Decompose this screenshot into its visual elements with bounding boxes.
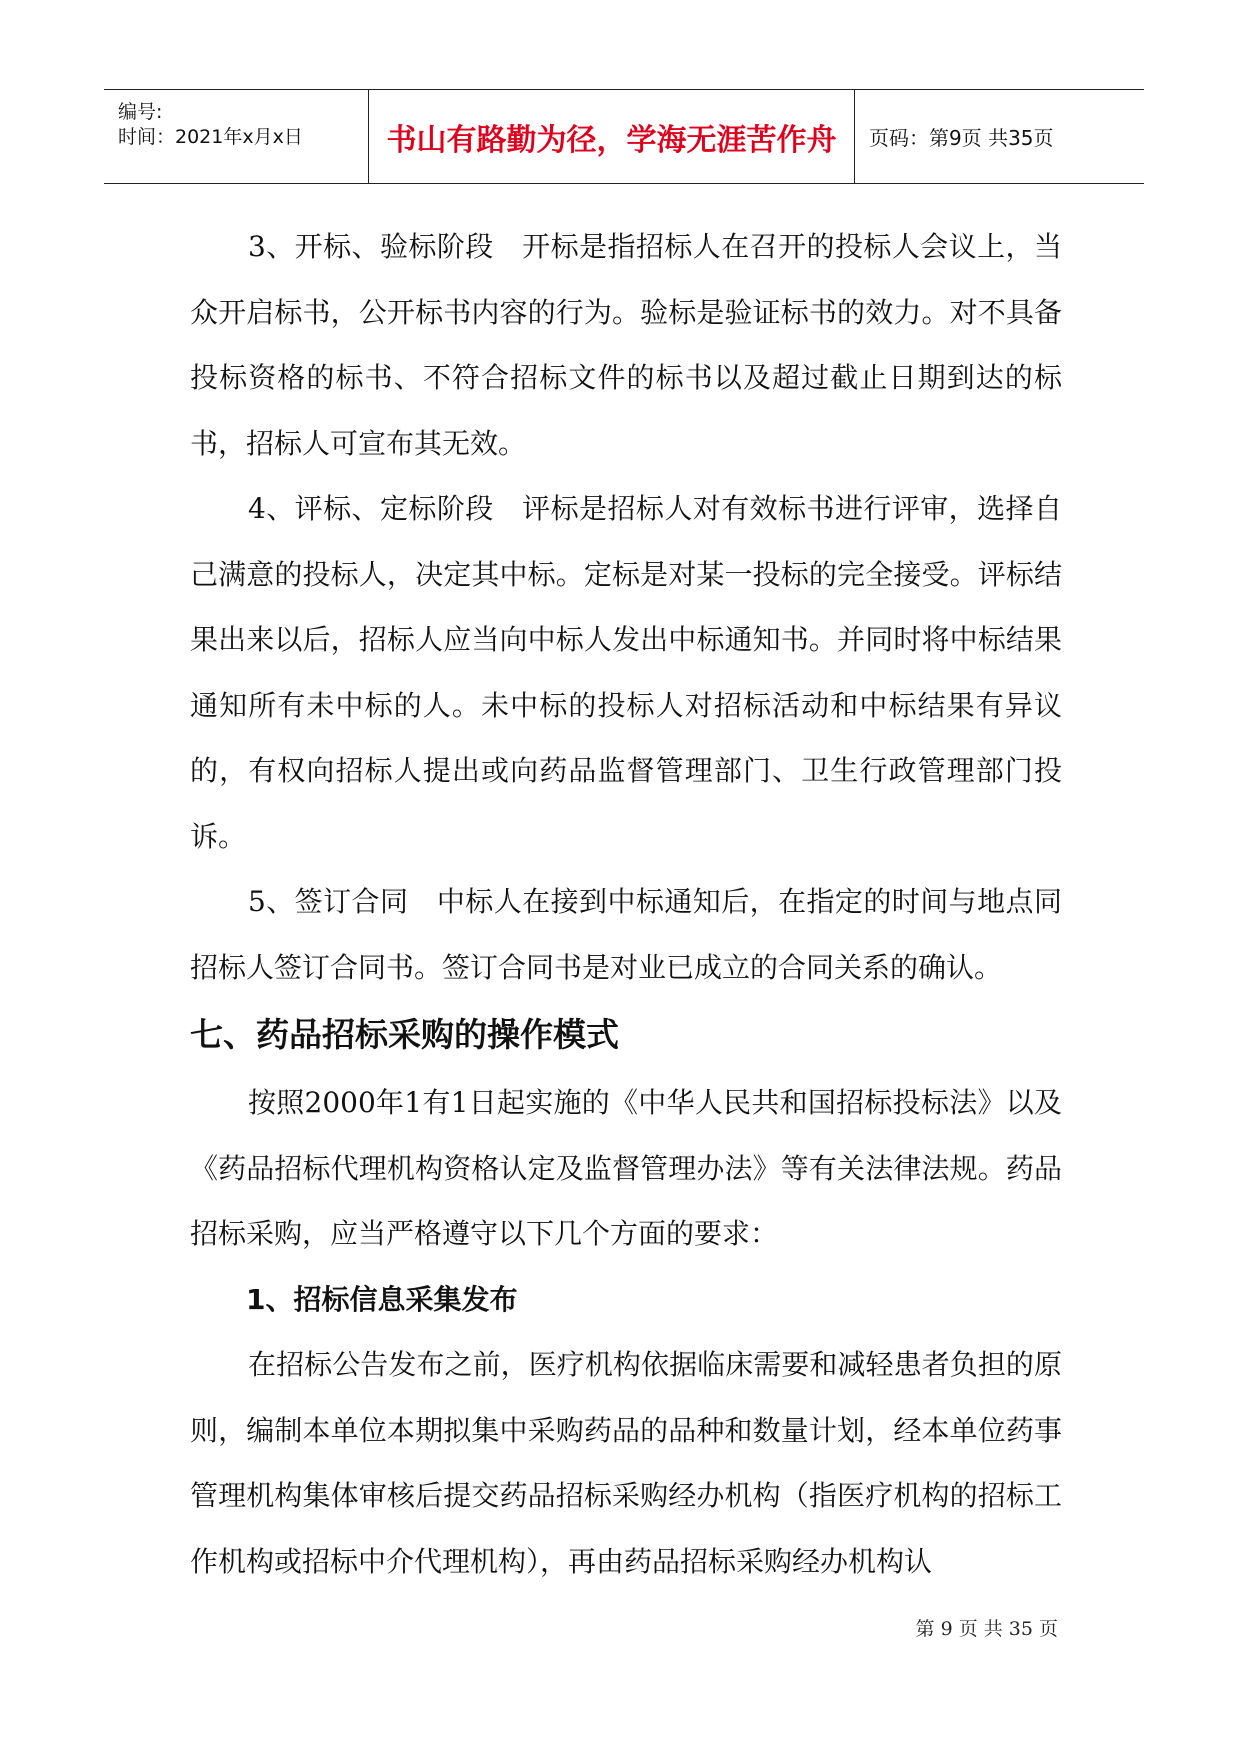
paragraph-title: 4、评标、定标阶段 <box>248 492 494 525</box>
page-number-label: 页码：第9页 共35页 <box>869 126 1054 150</box>
header-meta-cell <box>104 90 369 183</box>
sub-heading: 1、招标信息采集发布 <box>246 1282 518 1316</box>
paragraph-text: 中标人在接到中标通知后，在指定的时间与地点同招标人签订合同书。签订合同书是对业已成立的合同关系的确认。 <box>190 885 1062 984</box>
paragraph-bid-opening <box>190 214 1062 476</box>
time-label: 时间：2021年x月x日 <box>118 126 303 148</box>
paragraph-text: 评标是招标人对有效标书进行评审，选择自己满意的投标人，决定其中标。定标是对某一投标的完全接受。评标结果出来以后，招标人应当向中标人发出中标通知书。并同时将中标结果通知所有未中标的人。未中标的投标人对招标活动和中标结果有异议的，有权向招标人提出或向药品监督管理部门、卫生行政管理部门投诉。 <box>190 492 1062 853</box>
number-label: 编号: <box>118 101 163 123</box>
motto-text: 书山有路勤为径，学海无涯苦作舟 <box>386 122 837 158</box>
paragraph-text: 开标是指招标人在召开的投标人会议上，当众开启标书，公开标书内容的行为。验标是验证标书的效力。对不具备投标资格的标书、不符合招标文件的标书以及超过截止日期到达的标书，招标人可宣布其无效。 <box>190 230 1062 460</box>
paragraph-title: 5、签订合同 <box>248 885 409 918</box>
section-heading: 七、药品招标采购的操作模式 <box>190 1015 619 1054</box>
paragraph-info-collection: 在招标公告发布之前，医疗机构依据临床需要和减轻患者负担的原则，编制本单位本期拟集中采购药品的品种和数量计划，经本单位药事管理机构集体审核后提交药品招标采购经办机构（指医疗机构的招标工作机构或招标中介代理机构），再由药品招标采购经办机构认 <box>190 1348 1062 1578</box>
header-motto-cell <box>369 90 855 183</box>
header-page-cell <box>855 90 1144 183</box>
paragraph-legal-basis: 按照2000年1有1日起实施的《中华人民共和国招标投标法》以及《药品招标代理机构资格认定及监督管理办法》等有关法律法规。药品招标采购，应当严格遵守以下几个方面的要求： <box>190 1086 1062 1250</box>
paragraph-title: 3、开标、验标阶段 <box>248 230 494 263</box>
page-header <box>104 89 1144 184</box>
document-body <box>190 214 1062 1594</box>
page-footer: 第 9 页 共 35 页 <box>915 1618 1058 1640</box>
paragraph-contract-signing <box>190 869 1062 1000</box>
paragraph-bid-evaluation <box>190 476 1062 869</box>
